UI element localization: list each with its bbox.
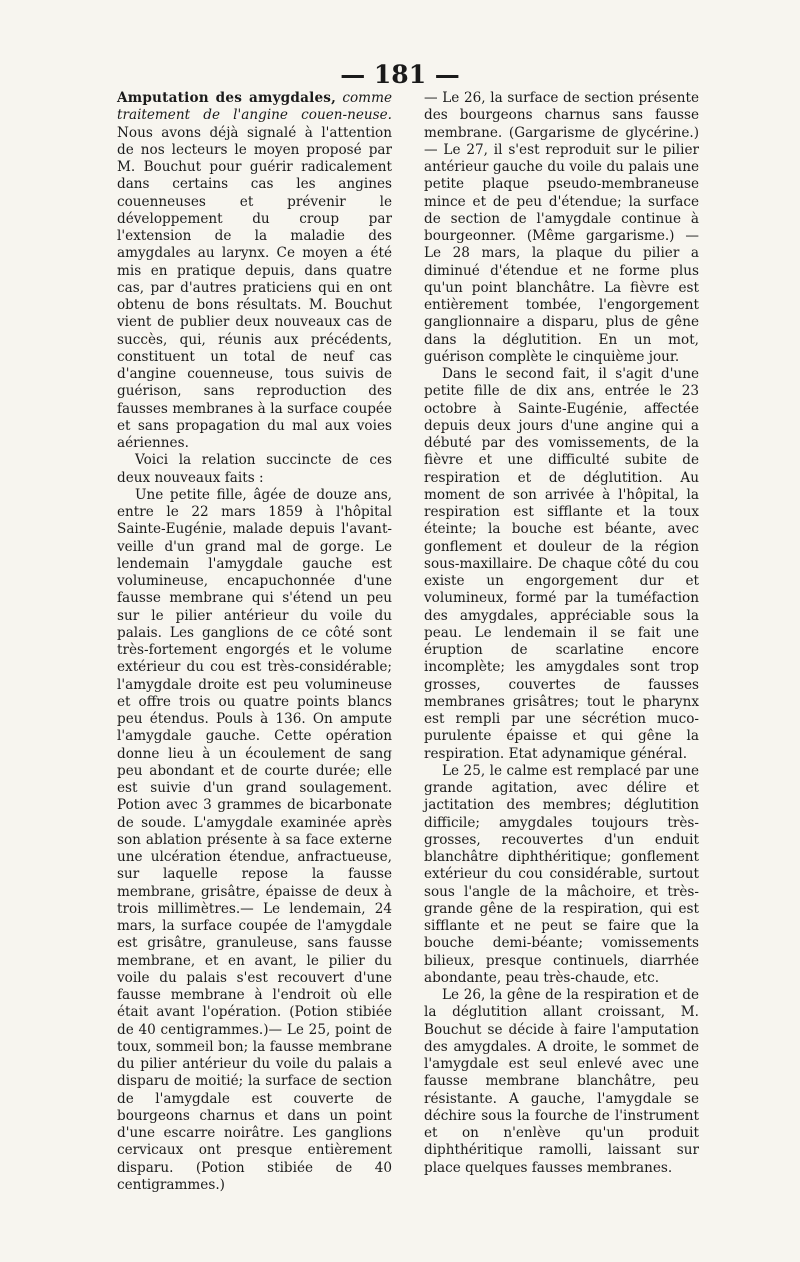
article-opening	[117, 90, 392, 452]
article-title: Amputation des amygdales,	[117, 90, 337, 106]
paragraph-second-case: Dans le second fait, il s'agit d'une petite fille de dix ans, entrée le 23 octobre à Sainte-Eugénie, affectée depuis deux jours d'une angine qui a débuté par des vomissements, de la fièvre et une difficulté subite de respiration et de déglutition. Au moment de son arrivée à l'hôpital, la respiration est sifflante et la toux éteinte; la bouche est béante, avec gonflement et douleur de la région sous-maxillaire. De chaque côté du cou existe un engorgement dur et volumineux, formé par la tuméfaction des amygdales, appréciable sous la peau. Le lendemain il se fait une éruption de scarlatine encore incomplète; les amygdales sont trop grosses, couvertes de fausses membranes grisâtres; tout le pharynx est rempli par une sécrétion muco-purulente épaisse et qui gêne la respiration. Etat adynamique général.	[424, 366, 699, 762]
right-column	[424, 90, 699, 1177]
paragraph-first-case: Une petite fille, âgée de douze ans, entre le 22 mars 1859 à l'hôpital Sainte-Eugénie, malade depuis l'avant-veille d'un grand mal de gorge. Le lendemain l'amygdale gauche est volumineuse, encapuchonnée d'une fausse membrane qui s'étend un peu sur le pilier antérieur du voile du palais. Les ganglions de ce côté sont très-fortement engorgés et le volume extérieur du cou est très-considérable; l'amygdale droite est peu volumineuse et offre trois ou quatre points blancs peu étendus. Pouls à 136. On ampute l'amygdale gauche. Cette opération donne lieu à un écoulement de sang peu abondant et de courte durée; elle est suivie d'un grand soulagement. Potion avec 3 grammes de bicarbonate de soude. L'amygdale examinée après son ablation présente à sa face externe une ulcération étendue, anfractueuse, sur laquelle repose la fausse membrane, grisâtre, épaisse de deux à trois millimètres.— Le lendemain, 24 mars, la surface coupée de l'amygdale est grisâtre, granuleuse, sans fausse membrane, et en avant, le pilier du voile du palais s'est recouvert d'une fausse membrane à l'endroit où elle était avant l'opération. (Potion stibiée de 40 centigrammes.)— Le 25, point de toux, sommeil bon; la fausse membrane du pilier antérieur du voile du palais a disparu de moitié; la surface de section de l'amygdale est couverte de bourgeons charnus et dans un point d'une escarre noirâtre. Les ganglions cervicaux ont presque entièrement disparu. (Potion stibiée de 40 centigrammes.)	[117, 486, 392, 1193]
paragraph-day-26: Le 26, la gêne de la respiration et de la déglutition allant croissant, M. Bouchut se décide à faire l'amputation des amygdales. A droite, le sommet de l'amygdale est seul enlevé avec une fausse membrane blanchâtre, peu résistante. A gauche, l'amygdale se déchire sous la fourche de l'instrument et on n'enlève qu'un produit diphthéritique ramolli, laissant sur place quelques fausses membranes.	[424, 987, 699, 1176]
article-subtitle: comme traitement de l'angine couen-neuse.	[117, 90, 392, 124]
paragraph-day-25: Le 25, le calme est remplacé par une grande agitation, avec délire et jactitation des membres; déglutition difficile; amygdales toujours très-grosses, recouvertes d'un enduit blanchâtre diphthéritique; gonflement extérieur du cou considérable, surtout sous l'angle de la mâchoire, et très-grande gêne de la respiration, qui est sifflante et ne peut se faire que la bouche demi-béante; vomissements bilieux, presque continuels, diarrhée abondante, peau très-chaude, etc.	[424, 762, 699, 986]
intro-paragraph: Nous avons déjà signalé à l'attention de nos lecteurs le moyen proposé par M. Bouchut pour guérir radicalement dans certains cas les angines couenneuses et prévenir le développement du croup par l'extension de la maladie des amygdales au larynx. Ce moyen a été mis en pratique depuis, dans quatre cas, par d'autres praticiens qui en ont obtenu de bons résultats. M. Bouchut vient de publier deux nouveaux cas de succès, qui, réunis aux précédents, constituent un total de neuf cas d'angine couenneuse, tous suivis de guérison, sans reproduction des fausses membranes à la surface coupée et sans propagation du mal aux voies aériennes.	[117, 124, 392, 451]
page-number: — 181 —	[340, 60, 460, 89]
paragraph-first-case-continued: — Le 26, la surface de section présente des bourgeons charnus sans fausse membrane. (Gargarisme de glycérine.) — Le 27, il s'est reproduit sur le pilier antérieur gauche du voile du palais une petite plaque pseudo-membraneuse mince et de peu d'étendue; la surface de section de l'amygdale continue à bourgeonner. (Même gargarisme.) — Le 28 mars, la plaque du pilier a diminué d'étendue et ne forme plus qu'un point blanchâtre. La fièvre est entièrement tombée, l'engorgement ganglionnaire a disparu, plus de gêne dans la déglutition. En un mot, guérison complète le cinquième jour.	[424, 90, 699, 365]
paragraph-relation: Voici la relation succincte de ces deux nouveaux faits :	[117, 452, 392, 486]
left-column	[117, 90, 392, 1194]
